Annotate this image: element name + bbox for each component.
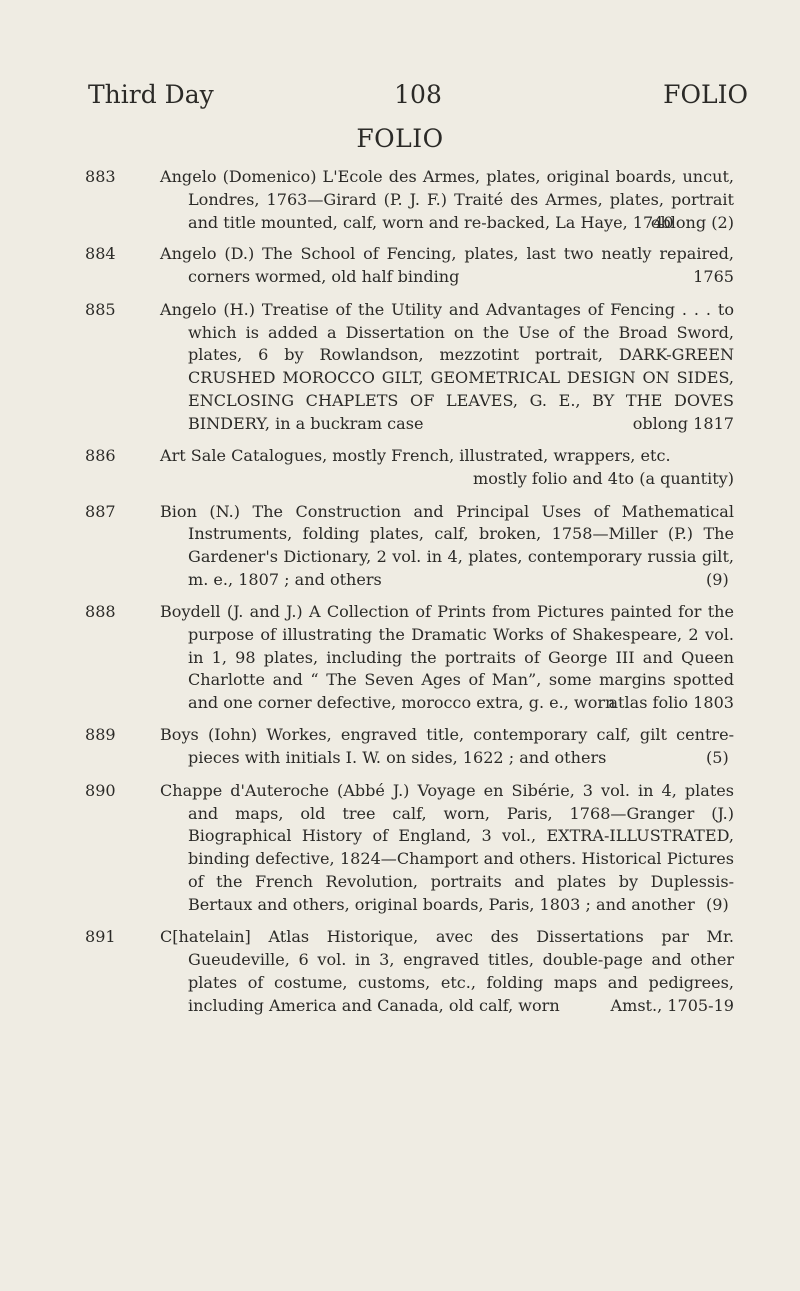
lot-entry bbox=[85, 445, 734, 491]
lot-number: 887 bbox=[85, 501, 116, 521]
lot-description: Chappe d'Auteroche (Abbé J.) Voyage en Sibérie, 3 vol. in 4, plates and maps, old tree calf, worn, Paris, 1768—Granger (J.) Biographical History of England, 3 vol., EXTRA-ILLUSTRATED, binding defective, 1824—Champort and others. Historical Pictures of the French Revolution, portraits and plates by Duplessis-Bertaux and others, original boards, Paris, 1803 ; and another (9) bbox=[160, 780, 734, 914]
lot-description bbox=[160, 243, 734, 289]
lot-text: Angelo (H.) Treatise of the Utility and Advantages of Fencing . . . to which is added a Dissertation on the Use of the Broad Sword, plates, 6 by Rowlandson, mezzotint portrait, DARK-GREEN CRUSHED MOROCCO GILT, GEOMETRICAL DESIGN ON SIDES, ENCLOSING CHAPLETS OF LEAVES, G. E., BY THE DOVES BINDERY, in a buckram case bbox=[160, 299, 734, 433]
lot-text: Angelo (D.) The School of Fencing, plates, last two neatly repaired, corners wormed, old half binding bbox=[160, 244, 734, 287]
lot-text: Angelo (Domenico) L'Ecole des Armes, plates, original boards, uncut, Londres, 1763—Girard (P. J. F.) Traité des Armes, plates, portrait and title mounted, calf, worn and re-backed, La Haye, 1740 bbox=[160, 167, 734, 232]
header-day: Third Day bbox=[88, 80, 214, 109]
lot-description bbox=[160, 926, 734, 1017]
lot-entry bbox=[85, 926, 734, 1017]
header-section: FOLIO bbox=[663, 80, 748, 109]
lot-description bbox=[160, 166, 734, 234]
lot-number: 890 bbox=[85, 780, 116, 800]
lot-number: 883 bbox=[85, 167, 116, 186]
lot-quantity: Amst., 1705-19 bbox=[610, 995, 734, 1015]
lot-text: Chappe d'Auteroche (Abbé J.) Voyage en Sibérie, 3 vol. in 4, plates and maps, old tree calf, worn, Paris, 1768—Granger (J.) Biographical History of England, 3 vol., EXTRA-ILLUSTRATED, binding defective, 1824—Champort and others. Historical Pictures of the French Revolution, portraits and plates by Duplessis-Bertaux and others, original boards, Paris, 1803 ; and another bbox=[160, 780, 734, 914]
lot-entry bbox=[85, 724, 734, 770]
lot-quantity: mostly folio and 4to (a quantity) bbox=[473, 469, 734, 489]
lot-description: Bion (N.) The Construction and Principal Uses of Mathematical Instruments, folding plates, calf, broken, 1758—Miller (P.) The Gardener's Dictionary, 2 vol. in 4, plates, contemporary russia gilt, m. e., 1807 ; and others (9) bbox=[160, 501, 734, 590]
lot-number: 886 bbox=[85, 446, 116, 466]
lot-number: 888 bbox=[85, 602, 116, 622]
lot-entry bbox=[85, 243, 734, 289]
lot-quantity: 1765 bbox=[693, 267, 734, 287]
lot-number: 891 bbox=[85, 927, 116, 947]
lot-quantity: oblong (2) bbox=[650, 212, 734, 232]
lot-text: Bion (N.) The Construction and Principal Uses of Mathematical Instruments, folding plates, calf, broken, 1758—Miller (P.) The Gardener's Dictionary, 2 vol. in 4, plates, contemporary russia gilt, m. e., 1807 ; and others bbox=[160, 501, 734, 590]
lot-description: Boys (Iohn) Workes, engraved title, contemporary calf, gilt centre-pieces with initials I. W. on sides, 1622 ; and others (5) bbox=[160, 725, 734, 768]
lot-description bbox=[160, 601, 734, 715]
lot-text: Boys (Iohn) Workes, engraved title, contemporary calf, gilt centre-pieces with initials I. W. on sides, 1622 ; and others bbox=[160, 725, 734, 768]
section-title: FOLIO bbox=[356, 124, 444, 153]
lot-entry bbox=[85, 299, 734, 436]
lot-number: 884 bbox=[85, 244, 116, 264]
lot-entry bbox=[85, 601, 734, 715]
page-number: 108 bbox=[394, 80, 442, 109]
lot-entry bbox=[85, 501, 734, 592]
lot-text: Boydell (J. and J.) A Collection of Prints from Pictures painted for the purpose of illustrating the Dramatic Works of Shakespeare, 2 vol. in 1, 98 plates, including the portraits of George III and Queen Charlotte and “ The Seven Ages of Man”, some margins spotted and one corner defective, morocco extra, g. e., worn bbox=[160, 602, 734, 713]
lot-quantity: atlas folio 1803 bbox=[608, 693, 734, 713]
lot-quantity: oblong 1817 bbox=[632, 413, 734, 433]
lot-number: 885 bbox=[85, 299, 116, 319]
lot-description bbox=[160, 445, 734, 489]
lot-entry bbox=[85, 166, 734, 234]
lot-description bbox=[160, 299, 734, 436]
lot-text: C[hatelain] Atlas Historique, avec des Dissertations par Mr. Gueudeville, 6 vol. in 3, engraved titles, double-page and other plates of costume, customs, etc., folding maps and pedigrees, including America and Canada, old calf, worn bbox=[160, 927, 734, 1015]
lot-number: 889 bbox=[85, 725, 116, 745]
lot-text: Art Sale Catalogues, mostly French, illustrated, wrappers, etc. bbox=[160, 446, 671, 466]
lot-entry bbox=[85, 780, 734, 917]
